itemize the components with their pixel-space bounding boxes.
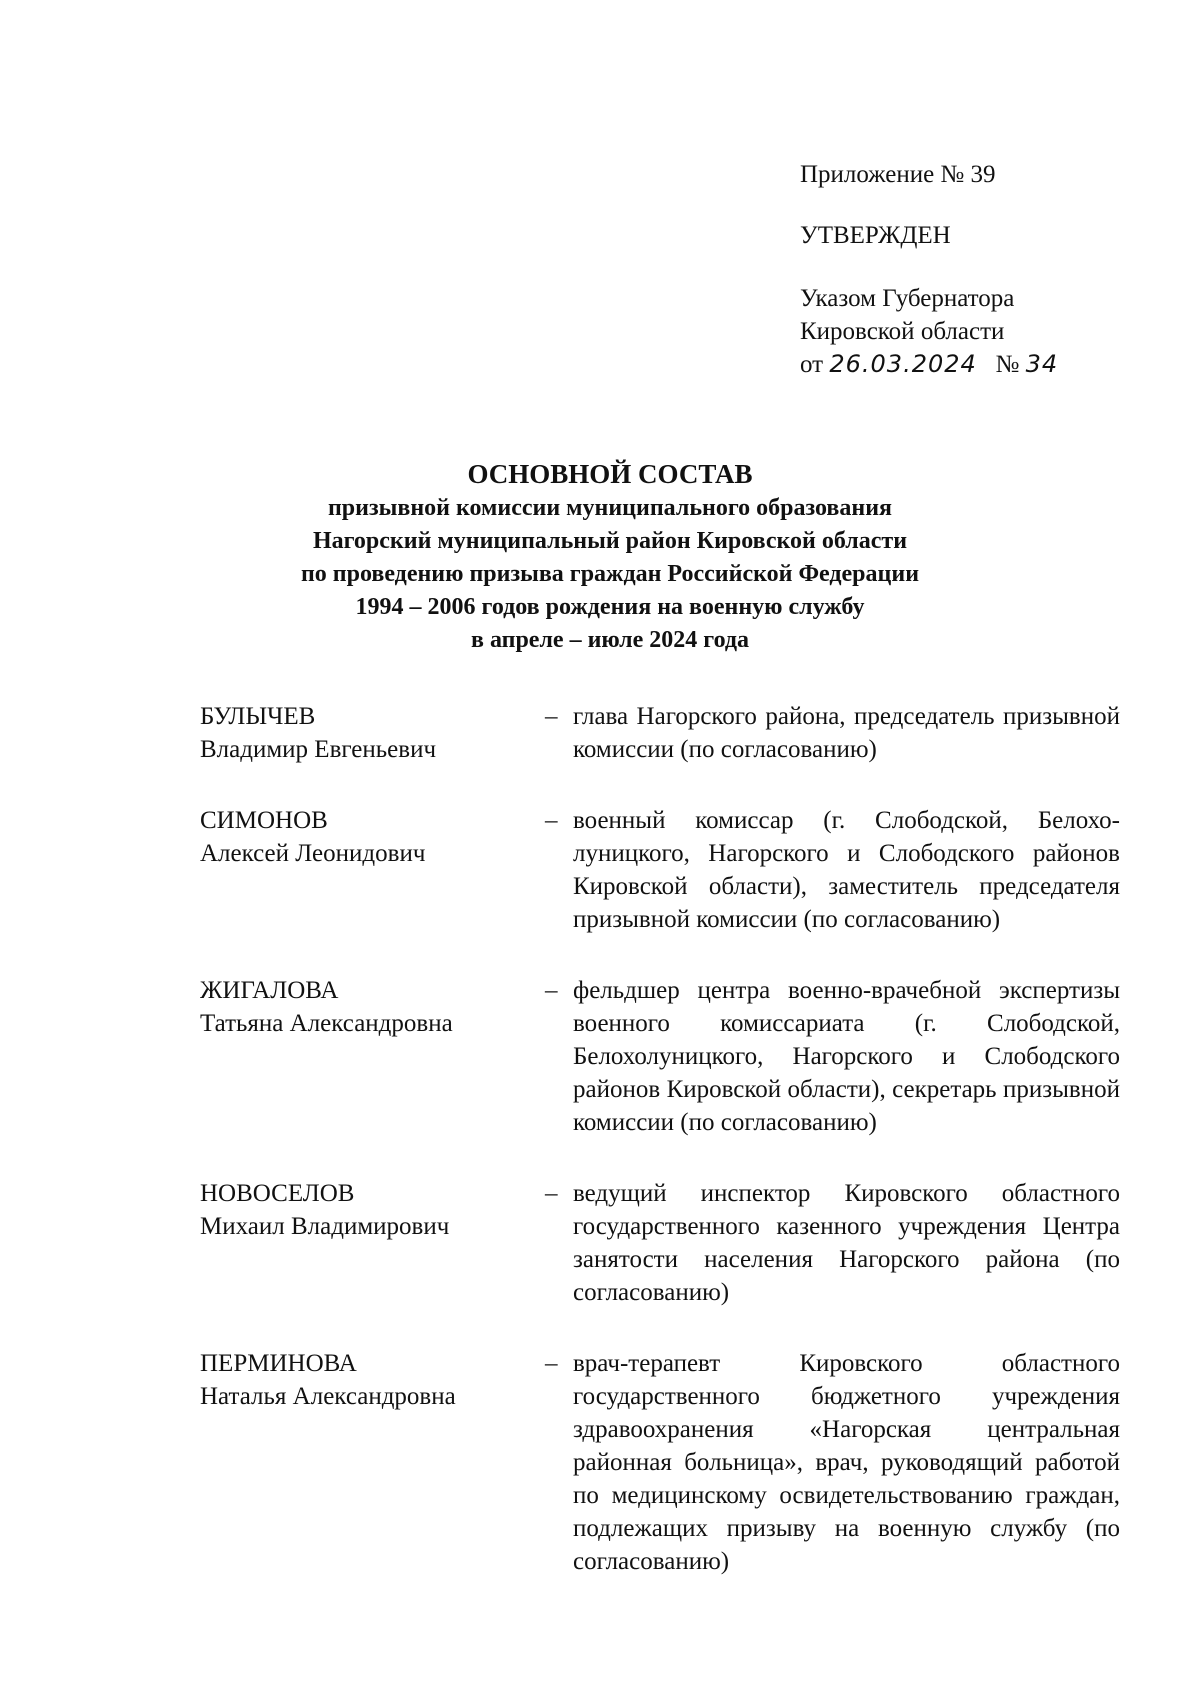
- member-entry: [200, 700, 1120, 766]
- member-dash: –: [545, 977, 558, 1004]
- title-line-1: призывной комиссии муниципального образования: [327, 495, 893, 521]
- decree-date-line: [800, 348, 1160, 381]
- member-name: [200, 804, 545, 936]
- member-given-name: Михаил Владимирович: [200, 1213, 450, 1240]
- decree-line-2: Кировской области: [800, 318, 1005, 345]
- member-surname: НОВОСЕЛОВ: [200, 1180, 355, 1207]
- decree-line-1: Указом Губернатора: [800, 285, 1015, 312]
- approval-block: [800, 158, 1160, 381]
- member-role: военный комиссар (г. Слободской, Белохолуницкого, Нагорского и Слободского районов Кировской области), заместитель председателя призывной комиссии (по согласованию): [573, 807, 1120, 933]
- member-dash: –: [545, 1180, 558, 1207]
- member-dash: –: [545, 1350, 558, 1377]
- member-given-name: Татьяна Александровна: [200, 1010, 453, 1037]
- member-entry: [200, 1177, 1120, 1309]
- member-role: врач-терапевт Кировского областного государственного бюджетного учреждения здравоохранения «Нагорская центральная районная больница», врач, руководящий работой по медицинскому освидетельствованию граждан, подлежащих призыву на военную службу (по согласованию): [573, 1350, 1120, 1575]
- decree-number: 34: [1025, 350, 1059, 378]
- member-role: глава Нагорского района, председатель призывной комиссии (по согласованию): [573, 703, 1120, 763]
- decree-date: 26.03.2024: [829, 350, 977, 378]
- member-given-name: Владимир Евгеньевич: [200, 736, 437, 763]
- member-dash: –: [545, 703, 558, 730]
- document-title: [230, 456, 990, 657]
- member-entry: [200, 804, 1120, 936]
- date-prefix: от: [800, 351, 824, 378]
- member-role: ведущий инспектор Кировского областного государственного казенного учреждения Центра занятости населения Нагорского района (по согласованию): [573, 1180, 1120, 1306]
- member-surname: ПЕРМИНОВА: [200, 1350, 357, 1377]
- member-name: [200, 974, 545, 1139]
- title-line-4: 1994 – 2006 годов рождения на военную службу: [355, 594, 865, 620]
- title-main: ОСНОВНОЙ СОСТАВ: [467, 459, 753, 489]
- member-role: фельдшер центра военно-врачебной экспертизы военного комиссариата (г. Слободской, Белохолуницкого, Нагорского и Слободского районов Кировской области), секретарь призывной комиссии (по согласованию): [573, 977, 1120, 1136]
- member-surname: ЖИГАЛОВА: [200, 977, 339, 1004]
- member-name: [200, 1347, 545, 1578]
- member-entry: [200, 1347, 1120, 1578]
- member-surname: БУЛЫЧЕВ: [200, 703, 316, 730]
- member-entry: [200, 974, 1120, 1139]
- member-name: [200, 700, 545, 766]
- number-prefix: №: [995, 351, 1020, 378]
- member-name: [200, 1177, 545, 1309]
- title-line-2: Нагорский муниципальный район Кировской области: [312, 528, 908, 554]
- title-line-5: в апреле – июле 2024 года: [470, 627, 750, 653]
- member-given-name: Алексей Леонидович: [200, 840, 426, 867]
- member-dash: –: [545, 807, 558, 834]
- member-given-name: Наталья Александровна: [200, 1383, 456, 1410]
- member-surname: СИМОНОВ: [200, 807, 328, 834]
- title-line-3: по проведению призыва граждан Российской Федерации: [300, 561, 920, 587]
- appendix-label: Приложение № 39: [800, 161, 996, 188]
- approved-label: УТВЕРЖДЕН: [800, 222, 951, 249]
- members-list: [200, 700, 1120, 1578]
